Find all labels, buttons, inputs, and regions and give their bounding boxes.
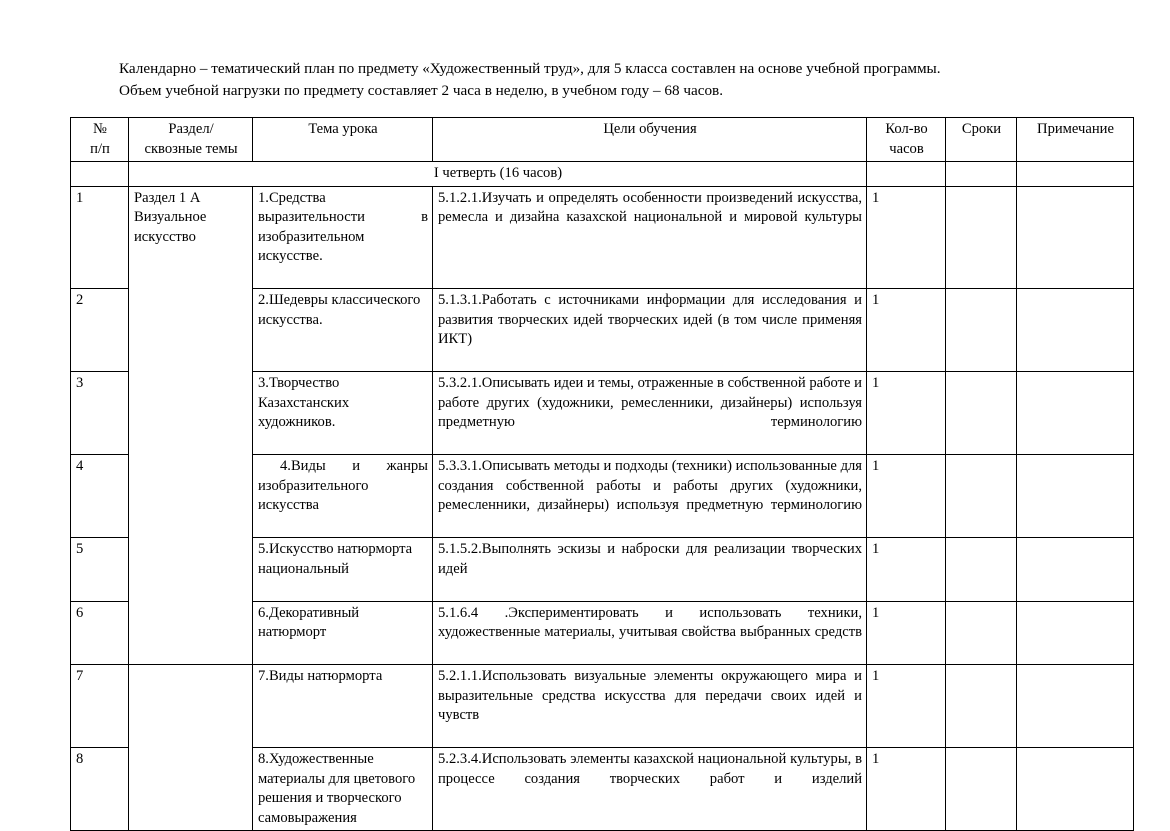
- row-dates: [946, 748, 1017, 831]
- header-theme: Тема урока: [253, 118, 433, 162]
- header-number-line2: п/п: [90, 140, 110, 157]
- row-note: [1017, 186, 1134, 289]
- row-dates: [946, 455, 1017, 538]
- row-dates: [946, 601, 1017, 665]
- row-dates: [946, 665, 1017, 748]
- row-theme: 8.Художественные материалы для цветового решения и творческого самовыражения: [253, 748, 433, 831]
- table-row: [71, 665, 1134, 748]
- row-number: 1: [71, 186, 129, 289]
- row-theme: 1.Средства выразительности в изобразительном искусстве.: [253, 186, 433, 289]
- row-theme: 5.Искусство натюрморта национальный: [253, 538, 433, 602]
- table-row: [71, 186, 1134, 289]
- intro-line-2: Объем учебной нагрузки по предмету составляет 2 часа в неделю, в учебном году – 68 часов.: [119, 82, 724, 99]
- thematic-plan-table: [70, 117, 1134, 831]
- row-dates: [946, 538, 1017, 602]
- row-hours: 1: [867, 538, 946, 602]
- quarter-empty-dates: [946, 162, 1017, 187]
- row-hours: 1: [867, 372, 946, 455]
- row-note: [1017, 748, 1134, 831]
- quarter-label: I четверть (16 часов): [129, 162, 867, 187]
- row-goals: 5.2.3.4.Использовать элементы казахской национальной культуры, в процессе создания творческих работ и изделий: [433, 748, 867, 831]
- quarter-empty-note: [1017, 162, 1134, 187]
- row-number: 5: [71, 538, 129, 602]
- row-theme: 2.Шедевры классического искусства.: [253, 289, 433, 372]
- header-number-line1: №: [93, 121, 107, 137]
- row-goals: 5.3.2.1.Описывать идеи и темы, отраженные в собственной работе и работе других (художники, ремесленники, дизайнеры) используя предметную терминологию: [433, 372, 867, 455]
- header-section: [129, 118, 253, 162]
- section-cell-empty: [129, 665, 253, 831]
- quarter-empty-hours: [867, 162, 946, 187]
- row-theme: 7.Виды натюрморта: [253, 665, 433, 748]
- row-note: [1017, 538, 1134, 602]
- intro-line-1: Календарно – тематический план по предмету «Художественный труд», для 5 класса составлен на основе учебной программы.: [119, 60, 941, 77]
- row-goals: 5.1.6.4 .Экспериментировать и использовать техники, художественные материалы, учитывая свойства выбранных средств: [433, 601, 867, 665]
- header-hours-line2: часов: [889, 140, 924, 157]
- quarter-divider-row: [71, 162, 1134, 187]
- table-header-row: [71, 118, 1134, 162]
- intro-paragraph: [119, 58, 1079, 102]
- row-theme: 6.Декоративный натюрморт: [253, 601, 433, 665]
- header-goals: Цели обучения: [433, 118, 867, 162]
- row-note: [1017, 665, 1134, 748]
- header-number: [71, 118, 129, 162]
- header-hours-line1: Кол-во: [885, 121, 928, 137]
- row-theme: 4.Виды и жанры изобразительного искусства: [253, 455, 433, 538]
- row-number: 4: [71, 455, 129, 538]
- row-dates: [946, 372, 1017, 455]
- row-dates: [946, 289, 1017, 372]
- header-note: Примечание: [1017, 118, 1134, 162]
- row-hours: 1: [867, 186, 946, 289]
- row-note: [1017, 289, 1134, 372]
- row-hours: 1: [867, 665, 946, 748]
- quarter-empty-num: [71, 162, 129, 187]
- row-goals: 5.1.3.1.Работать с источниками информации для исследования и развития творческих идей творческих идей (в том числе применяя ИКТ): [433, 289, 867, 372]
- row-hours: 1: [867, 601, 946, 665]
- row-hours: 1: [867, 289, 946, 372]
- row-hours: 1: [867, 455, 946, 538]
- row-hours: 1: [867, 748, 946, 831]
- row-note: [1017, 372, 1134, 455]
- section-cell: Раздел 1 А Визуальное искусство: [129, 186, 253, 665]
- header-section-line1: Раздел/: [168, 121, 214, 137]
- row-note: [1017, 601, 1134, 665]
- row-goals: 5.1.2.1.Изучать и определять особенности произведений искусства, ремесла и дизайна казахской национальной и мировой культуры: [433, 186, 867, 289]
- row-number: 8: [71, 748, 129, 831]
- row-goals: 5.3.3.1.Описывать методы и подходы (техники) использованные для создания собственной работы и работы других (художники, ремесленники, дизайнеры) используя предметную терминологию: [433, 455, 867, 538]
- row-number: 2: [71, 289, 129, 372]
- header-dates: Сроки: [946, 118, 1017, 162]
- header-section-line2: сквозные темы: [144, 140, 238, 157]
- row-goals: 5.1.5.2.Выполнять эскизы и наброски для реализации творческих идей: [433, 538, 867, 602]
- row-number: 3: [71, 372, 129, 455]
- row-dates: [946, 186, 1017, 289]
- row-theme: 3.Творчество Казахстанских художников.: [253, 372, 433, 455]
- row-number: 7: [71, 665, 129, 748]
- row-note: [1017, 455, 1134, 538]
- row-goals: 5.2.1.1.Использовать визуальные элементы окружающего мира и выразительные средства искусства для передачи своих идей и чувств: [433, 665, 867, 748]
- header-hours: [867, 118, 946, 162]
- row-number: 6: [71, 601, 129, 665]
